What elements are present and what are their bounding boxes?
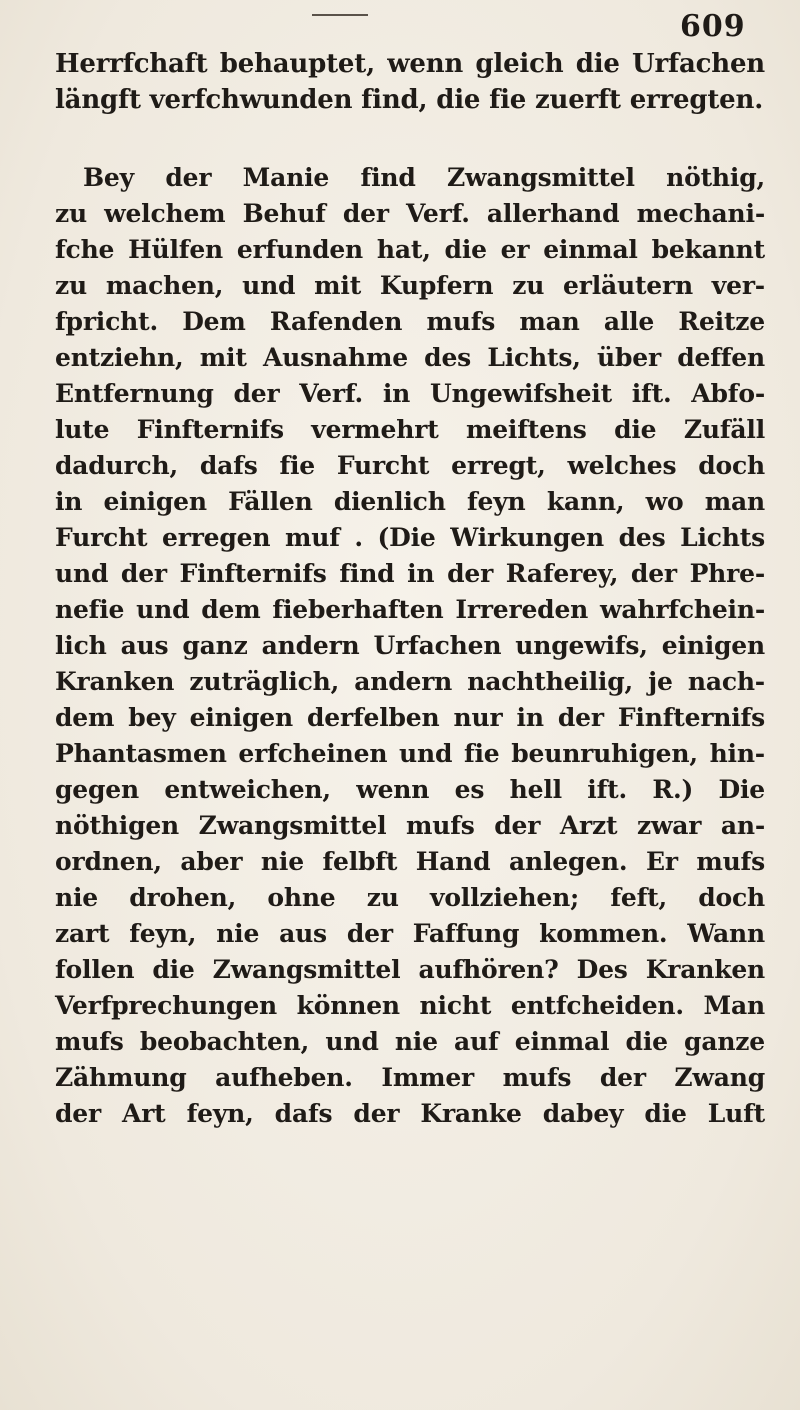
text-line: gegen entweichen, wenn es hell ift. R.) Die [55, 775, 765, 804]
text-line: in einigen Fällen dienlich feyn kann, wo man [55, 487, 765, 516]
text-line: follen die Zwangsmittel aufhören? Des Kranken [55, 955, 765, 984]
text-line: Furcht erregen muf . (Die Wirkungen des Lichts [55, 523, 765, 552]
text-line: Zähmung aufheben. Immer mufs der Zwang [55, 1063, 765, 1092]
text-line: nefie und dem fieberhaften Irrereden wahrfchein- [55, 595, 765, 624]
header-rule [312, 14, 368, 16]
text-line: Herrfchaft behauptet, wenn gleich die Urfachen [55, 49, 765, 79]
text-line: dem bey einigen derfelben nur in der Finfternifs [55, 703, 765, 732]
paragraph-manie [55, 160, 765, 1132]
text-line: lich aus ganz andern Urfachen ungewifs, einigen [55, 631, 765, 660]
text-line: Kranken zuträglich, andern nachtheilig, je nach- [55, 667, 765, 696]
text-line: entziehn, mit Ausnahme des Lichts, über deffen [55, 343, 765, 372]
text-line: Entfernung der Verf. in Ungewifsheit ift. Abfo- [55, 379, 765, 408]
text-line: ordnen, aber nie felbft Hand anlegen. Er mufs [55, 847, 765, 876]
text-line: zu machen, und mit Kupfern zu erläutern ver- [55, 271, 765, 300]
text-line: Phantasmen erfcheinen und fie beunruhigen, hin- [55, 739, 765, 768]
text-line: Verfprechungen können nicht entfcheiden. Man [55, 991, 765, 1020]
text-line: fche Hülfen erfunden hat, die er einmal bekannt [55, 235, 765, 264]
text-line: zart feyn, nie aus der Faffung kommen. Wann [55, 919, 765, 948]
paragraph-gap [55, 118, 765, 160]
text-line: der Art feyn, dafs der Kranke dabey die Luft [55, 1099, 765, 1128]
body-text [55, 46, 765, 1132]
text-line: zu welchem Behuf der Verf. allerhand mechani- [55, 199, 765, 228]
text-line: längft verfchwunden find, die fie zuerft erregten. [55, 85, 764, 115]
page-number: 609 [680, 9, 746, 44]
text-line: Bey der Manie find Zwangsmittel nöthig, [83, 163, 765, 192]
text-line: mufs beobachten, und nie auf einmal die ganze [55, 1027, 765, 1056]
text-line: lute Finfternifs vermehrt meiftens die Zufäll [55, 415, 765, 444]
text-line: nie drohen, ohne zu vollziehen; feft, doch [55, 883, 765, 912]
text-line: und der Finfternifs find in der Raferey, der Phre- [55, 559, 765, 588]
text-line: nöthigen Zwangsmittel mufs der Arzt zwar an- [55, 811, 765, 840]
paragraph-continuation [55, 46, 765, 118]
text-line: fpricht. Dem Rafenden mufs man alle Reitze [55, 307, 765, 336]
text-line: dadurch, dafs fie Furcht erregt, welches doch [55, 451, 765, 480]
